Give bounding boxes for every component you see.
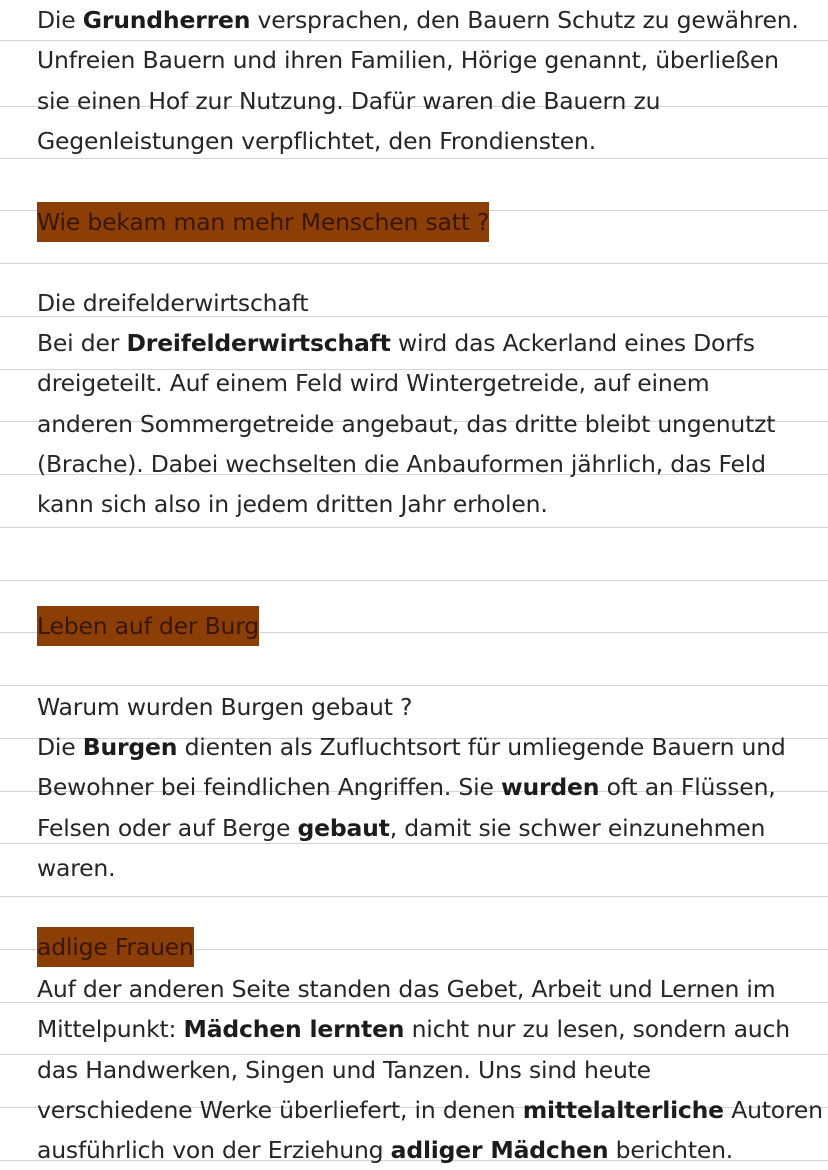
ruled-line xyxy=(0,685,828,686)
text-segment: kann sich also in jedem dritten Jahr erholen. xyxy=(37,490,548,518)
text-line xyxy=(37,770,808,804)
text-line xyxy=(37,730,808,764)
text-line xyxy=(37,851,808,885)
text-segment: , damit sie schwer einzunehmen xyxy=(389,814,766,842)
text-segment: versprachen, den Bauern Schutz zu gewähren. xyxy=(250,6,799,34)
bold-term: Burgen xyxy=(82,733,178,761)
ruled-line xyxy=(0,158,828,159)
ruled-line xyxy=(0,263,828,264)
text-segment: sie einen Hof zur Nutzung. Dafür waren die Bauern zu xyxy=(37,87,661,115)
ruled-line xyxy=(0,580,828,581)
text-segment: Mittelpunkt: xyxy=(37,1015,184,1043)
text-line xyxy=(37,487,808,521)
text-segment: Autoren xyxy=(723,1096,823,1124)
text-line xyxy=(37,84,808,118)
text-segment: nicht nur zu lesen, sondern auch xyxy=(404,1015,790,1043)
text-segment: oft an Flüssen, xyxy=(599,773,776,801)
text-segment: Die xyxy=(37,733,83,761)
text-segment: Bewohner bei feindlichen Angriffen. Sie xyxy=(37,773,501,801)
text-line xyxy=(37,447,808,481)
text-line xyxy=(37,366,808,400)
text-line xyxy=(37,1093,823,1127)
text-segment: ausführlich von der Erziehung xyxy=(37,1136,391,1164)
text-line xyxy=(37,407,808,441)
text-line xyxy=(37,326,808,360)
section-heading: adlige Frauen xyxy=(37,927,194,967)
section-heading: Leben auf der Burg xyxy=(37,606,259,646)
text-line xyxy=(37,43,808,77)
text-segment: waren. xyxy=(37,854,116,882)
bold-term: Mädchen lernten xyxy=(183,1015,405,1043)
ruled-line xyxy=(0,896,828,897)
bold-term: mittelalterliche xyxy=(522,1096,724,1124)
text-segment: (Brache). Dabei wechselten die Anbauformen jährlich, das Feld xyxy=(37,450,766,478)
text-line xyxy=(37,972,808,1006)
text-line xyxy=(37,1012,808,1046)
section-heading: Wie bekam man mehr Menschen satt ? xyxy=(37,202,489,242)
text-segment: Auf der anderen Seite standen das Gebet, Arbeit und Lernen im xyxy=(37,975,776,1003)
text-segment: Die xyxy=(37,6,83,34)
subheading: Warum wurden Burgen gebaut ? xyxy=(37,693,413,721)
text-segment: das Handwerken, Singen und Tanzen. Uns sind heute xyxy=(37,1056,651,1084)
text-segment: verschiedene Werke überliefert, in denen xyxy=(37,1096,523,1124)
text-segment: Unfreien Bauern und ihren Familien, Hörige genannt, überließen xyxy=(37,46,779,74)
text-line xyxy=(37,1053,808,1087)
text-segment: wird das Ackerland eines Dorfs xyxy=(390,329,755,357)
text-segment: berichten. xyxy=(608,1136,734,1164)
ruled-line xyxy=(0,40,828,41)
text-segment: dienten als Zufluchtsort für umliegende Bauern und xyxy=(177,733,786,761)
subheading: Die dreifelderwirtschaft xyxy=(37,289,309,317)
ruled-line xyxy=(0,527,828,528)
bold-term: adliger Mädchen xyxy=(390,1136,609,1164)
text-line xyxy=(37,124,808,158)
text-segment: Gegenleistungen verpflichtet, den Frondiensten. xyxy=(37,127,596,155)
bold-term: wurden xyxy=(501,773,600,801)
text-line xyxy=(37,1133,808,1167)
text-segment: Bei der xyxy=(37,329,127,357)
text-segment: dreigeteilt. Auf einem Feld wird Wintergetreide, auf einem xyxy=(37,369,710,397)
bold-term: gebaut xyxy=(297,814,390,842)
bold-term: Dreifelderwirtschaft xyxy=(126,329,391,357)
text-line xyxy=(37,3,808,37)
bold-term: Grundherren xyxy=(82,6,251,34)
text-line xyxy=(37,811,808,845)
text-segment: anderen Sommergetreide angebaut, das dritte bleibt ungenutzt xyxy=(37,410,776,438)
text-segment: Felsen oder auf Berge xyxy=(37,814,298,842)
